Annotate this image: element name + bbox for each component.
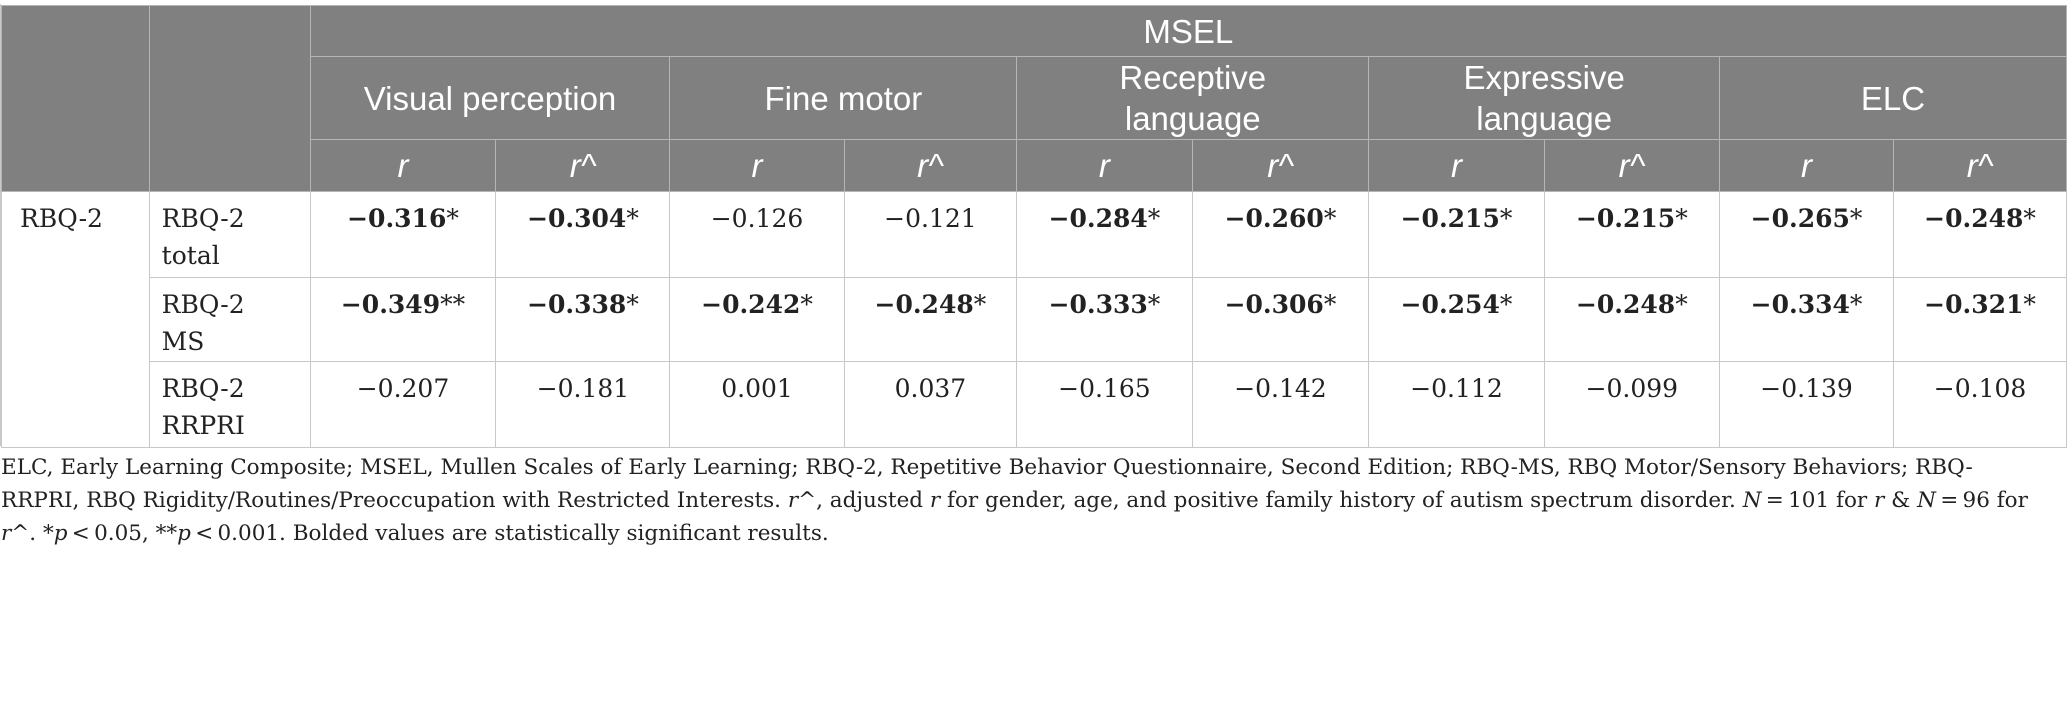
r-adjusted-column-header: r^ — [1894, 140, 2067, 192]
cell-value: −0.215 — [1575, 204, 1676, 233]
cell-value: −0.215 — [1400, 204, 1500, 233]
cell-value: −0.242 — [701, 290, 801, 319]
r-adjusted-column-header: r^ — [496, 140, 670, 192]
measure-header — [1369, 57, 1720, 140]
cell-value: −0.248 — [1924, 204, 2024, 233]
significance-stars: * — [1499, 204, 1513, 233]
footnote-rhat-symbol-2: r — [1, 521, 12, 546]
cell-value: −0.304 — [527, 204, 627, 233]
significance-stars: * — [1849, 204, 1863, 233]
footnote-r-symbol-2: r — [1874, 488, 1885, 513]
footnote-text-7: ^. * — [11, 521, 54, 546]
table-footnote — [1, 451, 2051, 550]
value-cell — [496, 192, 670, 278]
value-cell — [1017, 362, 1192, 448]
significance-stars: * — [1323, 204, 1337, 233]
value-cell — [1544, 362, 1719, 448]
cell-value: −0.121 — [884, 204, 977, 233]
cell-value: 0.001 — [721, 374, 793, 403]
value-cell — [1369, 362, 1544, 448]
cell-value: −0.207 — [356, 374, 450, 403]
msel-group-header: MSEL — [310, 6, 2066, 57]
cell-value: −0.099 — [1585, 374, 1679, 403]
value-cell — [496, 278, 670, 362]
row-label — [149, 192, 310, 278]
footnote-n-symbol-2: N — [1917, 488, 1936, 513]
footnote-text-2: ^, adjusted — [798, 488, 930, 513]
measure-header — [310, 57, 670, 140]
value-cell — [310, 278, 496, 362]
value-cell — [1192, 362, 1369, 448]
value-cell — [670, 362, 844, 448]
significance-stars: * — [1849, 290, 1863, 319]
measure-header-line: language — [1124, 100, 1261, 137]
table-row — [2, 192, 2067, 278]
measure-header-line: Receptive — [1119, 59, 1267, 96]
header-row-sub — [2, 140, 2067, 192]
footnote-text-3: for gender, age, and positive family history of autism spectrum disorder. — [940, 488, 1743, 513]
cell-value: −0.139 — [1760, 374, 1853, 403]
header-row-measures — [2, 57, 2067, 140]
cell-value: −0.142 — [1234, 374, 1327, 403]
cell-value: −0.265 — [1750, 204, 1850, 233]
header-row-group — [2, 6, 2067, 57]
measure-header — [670, 57, 1017, 140]
measure-header-line: language — [1476, 100, 1613, 137]
r-column-header: r — [1017, 140, 1192, 192]
cell-value: −0.321 — [1924, 290, 2024, 319]
significance-stars: * — [626, 290, 639, 319]
value-cell — [1192, 192, 1369, 278]
footnote-text-8: < 0.05, ** — [67, 521, 178, 546]
significance-stars: * — [1323, 290, 1337, 319]
significance-stars: * — [800, 290, 813, 319]
measure-header-line: Visual perception — [363, 79, 617, 117]
correlation-table — [1, 5, 2067, 448]
r-adjusted-column-header: r^ — [1192, 140, 1369, 192]
measure-header — [1720, 57, 2067, 140]
r-column-header: r — [1369, 140, 1544, 192]
footnote-text-9: < 0.001. Bolded values are statistically significant results. — [190, 521, 829, 546]
row-label — [149, 362, 310, 448]
corner-cell-1 — [2, 6, 150, 192]
cell-value: −0.108 — [1933, 374, 2027, 403]
r-column-header: r — [670, 140, 844, 192]
value-cell — [310, 362, 496, 448]
cell-value: −0.248 — [874, 290, 974, 319]
value-cell — [1192, 278, 1369, 362]
cell-value: −0.338 — [527, 290, 627, 319]
cell-value: −0.112 — [1410, 374, 1503, 403]
measure-header — [1017, 57, 1369, 140]
cell-value: −0.248 — [1575, 290, 1676, 319]
cell-value: −0.181 — [536, 374, 630, 403]
value-cell — [1894, 192, 2067, 278]
value-cell — [670, 192, 844, 278]
r-column-header: r — [310, 140, 496, 192]
cell-value: 0.037 — [894, 374, 967, 403]
cell-value: −0.254 — [1400, 290, 1500, 319]
row-label — [149, 278, 310, 362]
value-cell — [1369, 278, 1544, 362]
footnote-text-1: ELC, Early Learning Composite; MSEL, Mullen Scales of Early Learning; RBQ-2, Repetitive Behavior Questionnaire, Second Edition; RBQ-MS, RBQ Motor/Sensory Behaviors; RBQ-RRPRI, RBQ Rigidity/Routines/Preoccupation with Restricted Interests. — [1, 455, 1973, 513]
cell-value: −0.333 — [1048, 290, 1148, 319]
value-cell — [1544, 192, 1719, 278]
table-body — [2, 192, 2067, 448]
value-cell — [310, 192, 496, 278]
value-cell — [844, 362, 1017, 448]
row-group-label: RBQ-2 — [2, 192, 150, 448]
significance-stars: * — [1675, 204, 1688, 233]
value-cell — [844, 278, 1017, 362]
r-column-header: r — [1720, 140, 1894, 192]
value-cell — [1017, 192, 1192, 278]
row-label-line: RBQ-2 — [161, 290, 245, 319]
significance-stars: * — [446, 204, 459, 233]
r-adjusted-column-header: r^ — [844, 140, 1017, 192]
footnote-r-symbol: r — [929, 488, 941, 513]
significance-stars: * — [2023, 204, 2036, 233]
row-label-line: RRPRI — [161, 411, 245, 440]
footnote-rhat-symbol: r — [787, 488, 799, 513]
value-cell — [1017, 278, 1192, 362]
measure-header-line: ELC — [1860, 79, 1926, 117]
measure-header-line: Expressive — [1463, 59, 1625, 96]
measure-header-line: Fine motor — [764, 79, 923, 117]
cell-value: −0.334 — [1750, 290, 1850, 319]
value-cell — [1369, 192, 1544, 278]
table-row — [2, 362, 2067, 448]
value-cell — [1894, 362, 2067, 448]
footnote-p-symbol: p — [53, 521, 68, 546]
table-row — [2, 278, 2067, 362]
value-cell — [670, 278, 844, 362]
cell-value: −0.126 — [710, 204, 804, 233]
significance-stars: * — [626, 204, 639, 233]
significance-stars: * — [973, 290, 987, 319]
cell-value: −0.284 — [1048, 204, 1148, 233]
row-label-line: RBQ-2 — [161, 374, 245, 403]
value-cell — [1544, 278, 1719, 362]
footnote-text-4: = 101 for — [1761, 488, 1875, 513]
cell-value: −0.260 — [1224, 204, 1324, 233]
cell-value: −0.316 — [347, 204, 447, 233]
r-adjusted-column-header: r^ — [1544, 140, 1719, 192]
footnote-text-6: = 96 for — [1935, 488, 2028, 513]
value-cell — [496, 362, 670, 448]
row-label-line: MS — [161, 327, 205, 356]
value-cell — [1720, 192, 1894, 278]
value-cell — [844, 192, 1017, 278]
significance-stars: * — [1147, 290, 1161, 319]
significance-stars: ** — [440, 290, 466, 319]
cell-value: −0.306 — [1224, 290, 1324, 319]
value-cell — [1894, 278, 2067, 362]
footnote-n-symbol: N — [1742, 488, 1762, 513]
row-label-line: total — [161, 241, 220, 270]
value-cell — [1720, 362, 1894, 448]
footnote-text-5: & — [1884, 488, 1918, 513]
footnote-p-symbol-2: p — [177, 521, 191, 546]
row-label-line: RBQ-2 — [161, 204, 245, 233]
cell-value: −0.349 — [340, 290, 441, 319]
significance-stars: * — [1675, 290, 1688, 319]
significance-stars: * — [2023, 290, 2036, 319]
cell-value: −0.165 — [1058, 374, 1151, 403]
significance-stars: * — [1147, 204, 1161, 233]
corner-cell-2 — [149, 6, 310, 192]
significance-stars: * — [1499, 290, 1513, 319]
value-cell — [1720, 278, 1894, 362]
